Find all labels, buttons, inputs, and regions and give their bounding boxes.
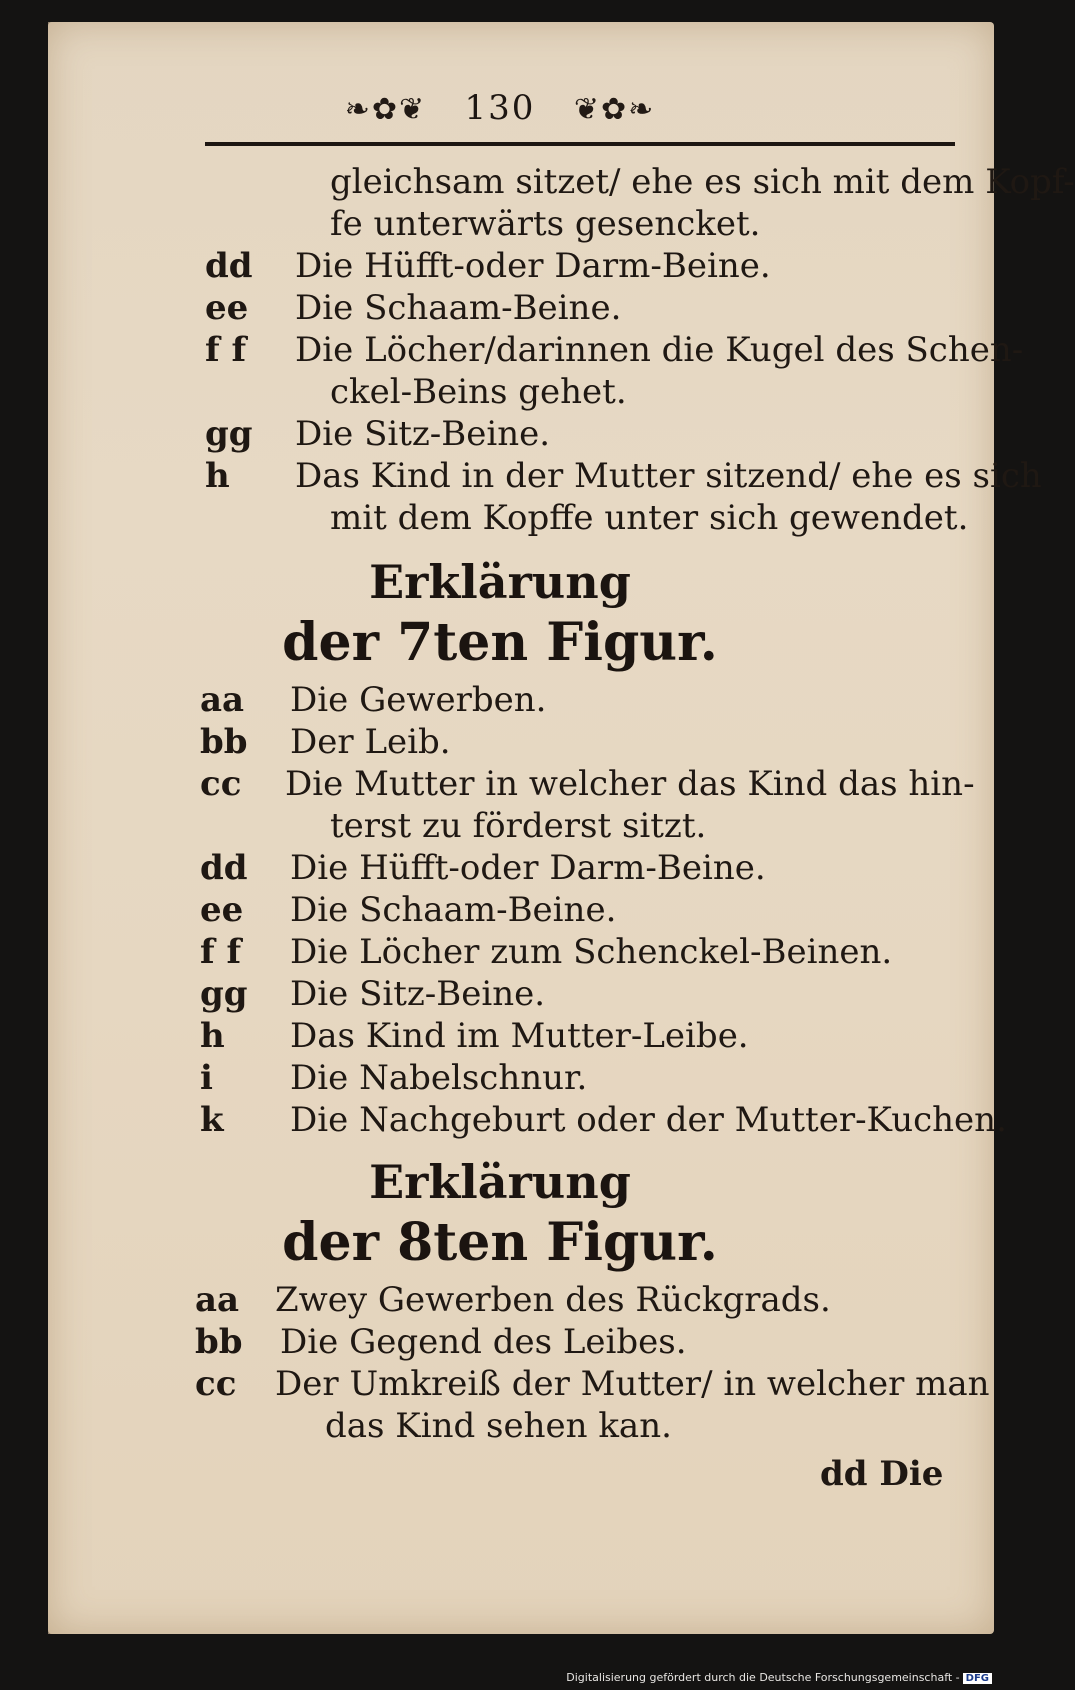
ornament-left-icon: ❧✿❦ (344, 92, 427, 127)
header-rule (205, 142, 955, 146)
digitization-footer (566, 1671, 992, 1684)
entry-label: bb (195, 1322, 243, 1362)
entry-text: Das Kind in der Mutter sitzend/ ehe es sich (295, 456, 1042, 496)
dfg-logo: DFG (963, 1673, 992, 1684)
entry-text: Die Schaam-Beine. (290, 890, 617, 930)
entry-text: Die Schaam-Beine. (295, 288, 622, 328)
entry-text: ckel-Beins gehet. (330, 372, 627, 412)
entry-text: Die Hüfft-oder Darm-Beine. (295, 246, 771, 286)
ornament-right-icon: ❦✿❧ (573, 92, 656, 127)
entry-text: Die Nabelschnur. (290, 1058, 588, 1098)
entry-text: terst zu förderst sitzt. (330, 806, 707, 846)
entry-label: i (200, 1058, 213, 1098)
heading-explanation: Erklärung (369, 555, 631, 609)
page-header (0, 88, 1000, 128)
continuation-line: gleichsam sitzet/ ehe es sich mit dem Kopf- (330, 162, 1075, 202)
entry-label: dd (200, 848, 248, 888)
entry-label: k (200, 1100, 224, 1140)
entry-text: Der Leib. (290, 722, 451, 762)
entry-text: Die Löcher/darinnen die Kugel des Schen- (295, 330, 1024, 370)
entry-label: gg (200, 974, 248, 1014)
entry-text: Die Hüfft-oder Darm-Beine. (290, 848, 766, 888)
entry-label: ee (205, 288, 249, 328)
entry-text: Die Gegend des Leibes. (280, 1322, 687, 1362)
entry-text: das Kind sehen kan. (325, 1406, 672, 1446)
entry-label: f f (205, 330, 247, 370)
entry-text: Die Sitz-Beine. (295, 414, 551, 454)
entry-label: aa (195, 1280, 240, 1320)
entry-text: Die Gewerben. (290, 680, 547, 720)
entry-label: cc (200, 764, 242, 804)
entry-label: gg (205, 414, 253, 454)
continuation-line: fe unterwärts gesencket. (330, 204, 761, 244)
entry-text: Die Mutter in welcher das Kind das hin- (285, 764, 975, 804)
entry-text: Die Löcher zum Schenckel-Beinen. (290, 932, 893, 972)
entry-text: Der Umkreiß der Mutter/ in welcher man (275, 1364, 990, 1404)
entry-text: Die Sitz-Beine. (290, 974, 546, 1014)
footer-text: Digitalisierung gefördert durch die Deutsche Forschungsgemeinschaft - (566, 1671, 960, 1684)
entry-text: Die Nachgeburt oder der Mutter-Kuchen. (290, 1100, 1007, 1140)
entry-label: h (205, 456, 230, 496)
entry-text: mit dem Kopffe unter sich gewendet. (330, 498, 969, 538)
entry-label: dd (205, 246, 253, 286)
entry-label: h (200, 1016, 225, 1056)
heading-explanation: Erklärung (369, 1155, 631, 1209)
entry-label: aa (200, 680, 245, 720)
heading-figure-7: der 7ten Figur. (282, 612, 718, 673)
entry-label: f f (200, 932, 242, 972)
catchword: dd Die (820, 1454, 944, 1494)
entry-label: cc (195, 1364, 237, 1404)
entry-label: ee (200, 890, 244, 930)
heading-figure-8: der 8ten Figur. (282, 1212, 718, 1273)
entry-text: Zwey Gewerben des Rückgrads. (275, 1280, 831, 1320)
entry-text: Das Kind im Mutter-Leibe. (290, 1016, 749, 1056)
entry-label: bb (200, 722, 248, 762)
page-number: 130 (464, 88, 536, 128)
